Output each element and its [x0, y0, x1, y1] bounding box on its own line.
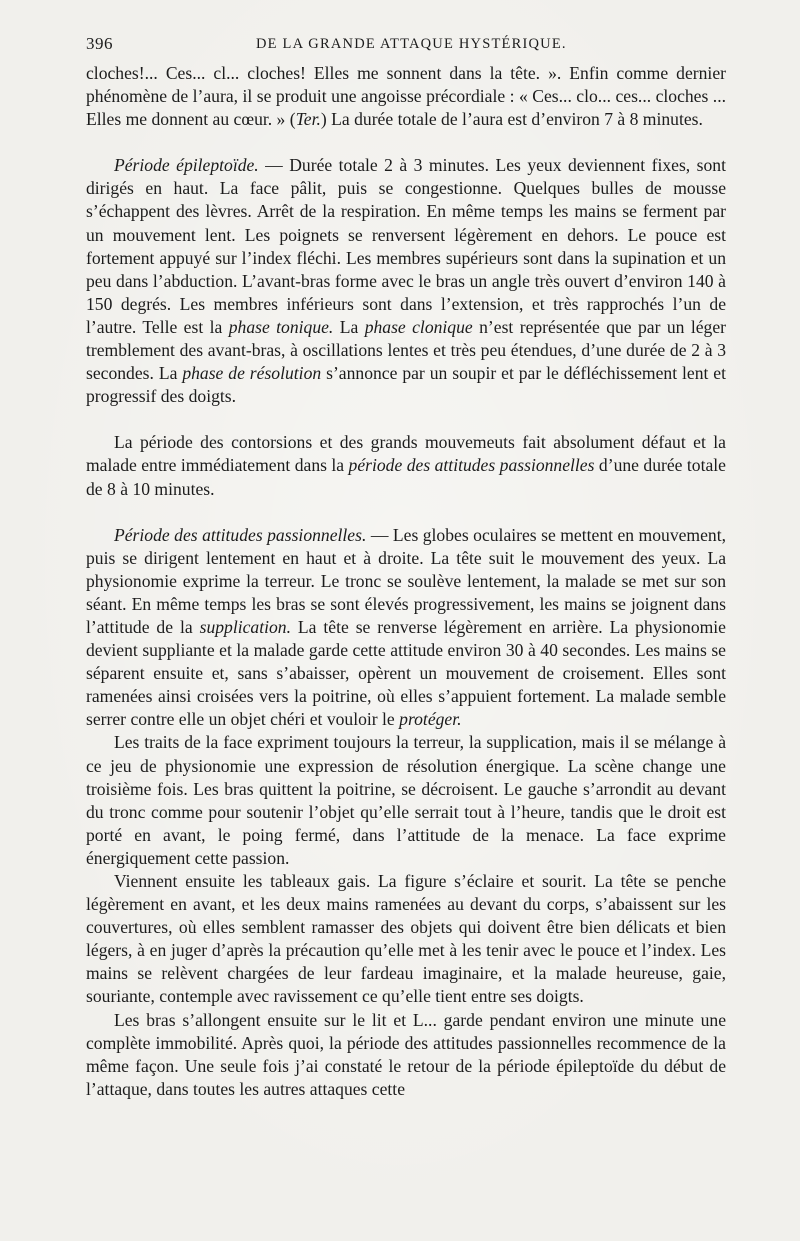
paragraph-contorsions: La période des contorsions et des grands mouvemeuts fait absolument défaut et la malade entre immédiatement dans la période des attitudes passionnelles d’une durée totale de 8 à 10 minutes.: [86, 432, 726, 499]
phase-clonique: phase clonique: [364, 316, 473, 337]
page-number: 396: [86, 34, 113, 53]
proteger-italic: protéger.: [399, 709, 462, 730]
paragraph-periode-epileptoide: Période épileptoïde. — Durée totale 2 à 3 minutes. Les yeux deviennent fixes, sont dirigés en haut. La face pâlit, puis se congestionne. Quelques bulles de mousse s’échappent des lèvres. Arrêt de la respiration. En même temps les mains se ferment par un mouvement lent. Les poignets se renversent légèrement en dehors. Le pouce est fortement appuyé sur l’index fléchi. Les membres supérieurs sont dans la supination et un peu dans l’abduction. L’avant-bras forme avec le bras un angle très ouvert d’environ 140 à 150 degrés. Les membres inférieurs sont dans l’extension, et très rapprochés l’un de l’autre. Telle est la phase tonique. La phase clonique n’est représentée que par un léger tremblement des avant-bras, à oscillations lentes et très peu étendues, d’une durée de 2 à 3 secondes. La phase de résolution s’annonce par un soupir et par le défléchissement lent et progressif des doigts.: [86, 155, 727, 407]
phase-tonique: phase tonique.: [228, 316, 334, 337]
paragraph-aura-end: cloches!... Ces... cl... cloches! Elles me sonnent dans la tête. ». Enfin comme dernier phénomène de l’aura, il se produit une angoisse précordiale : « Ces... clo... ces... cloches ... Elles me donnent au cœur. » (Ter.) La durée totale de l’aura est d’environ 7 à 8 minutes.: [86, 63, 726, 130]
paragraph-attitudes-passionnelles: Période des attitudes passionnelles. — Les globes oculaires se mettent en mouvement, puis se dirigent lentement en haut et à droite. La tête suit le mouvement des yeux. La physionomie exprime la terreur. Le tronc se soulève lentement, la malade se met sur son séant. En même temps les bras se sont élevés progressivement, les mains se joignent dans l’attitude de la supplication. La tête se renverse légèrement en arrière. La physionomie devient suppliante et la malade garde cette attitude environ 30 à 40 secondes. Les mains se séparent ensuite et, sans s’abaisser, opèrent un mouvement de croisement. Elles sont ramenées ainsi croisées vers la poitrine, où elles s’appuient fortement. La malade semble serrer contre elle un objet chéri et vouloir le protéger.: [86, 524, 727, 730]
periode-attitudes-italic: période des attitudes passionnelles: [348, 455, 595, 476]
paragraph-bras-allongent: Les bras s’allongent ensuite sur le lit et L... garde pendant environ une minute une complète immobilité. Après quoi, la période des attitudes passionnelles recommence de la même façon. Une seule fois j’ai constaté le retour de la période épileptoïde du début de l’attaque, dans toutes les autres attaques cette: [86, 1009, 726, 1099]
paragraph-traits-face: Les traits de la face expriment toujours la terreur, la supplication, mais il se mélange à ce jeu de physionomie une expression de résolution énergique. La scène change une troisième fois. Les bras quittent la poitrine, se décroisent. Le gauche s’arrondit au devant du tronc comme pour soutenir l’objet qu’elle serrait tout à l’heure, tandis que le droit est porté en avant, le poing fermé, dans l’attitude de la menace. La face exprime énergiquement cette passion.: [86, 732, 726, 868]
body-text: [86, 62, 726, 1101]
paragraph-tableaux-gais: Viennent ensuite les tableaux gais. La figure s’éclaire et sourit. La tête se penche légèrement en avant, et les deux mains ramenées au devant du corps, s’abaissent sur les couvertures, où elles semblent ramasser des objets qui doivent être bien délicats et bien légers, à en juger d’après la précaution qu’elle met à les tenir avec le pouce et l’index. Les mains se relèvent chargées de leur fardeau imaginaire, et la malade heureuse, gaie, souriante, contemple avec ravissement ce qu’elle tient entre ses doigts.: [86, 871, 726, 1007]
section-heading-attitudes: Période des attitudes passionnelles.: [114, 524, 367, 545]
section-heading-epileptoide: Période épileptoïde.: [114, 155, 259, 176]
running-title: DE LA GRANDE ATTAQUE HYSTÉRIQUE.: [256, 36, 567, 52]
ter-italic: Ter.: [295, 109, 321, 130]
phase-resolution: phase de résolution: [182, 363, 322, 384]
page-header: [86, 34, 726, 56]
supplication-italic: supplication.: [199, 616, 291, 637]
